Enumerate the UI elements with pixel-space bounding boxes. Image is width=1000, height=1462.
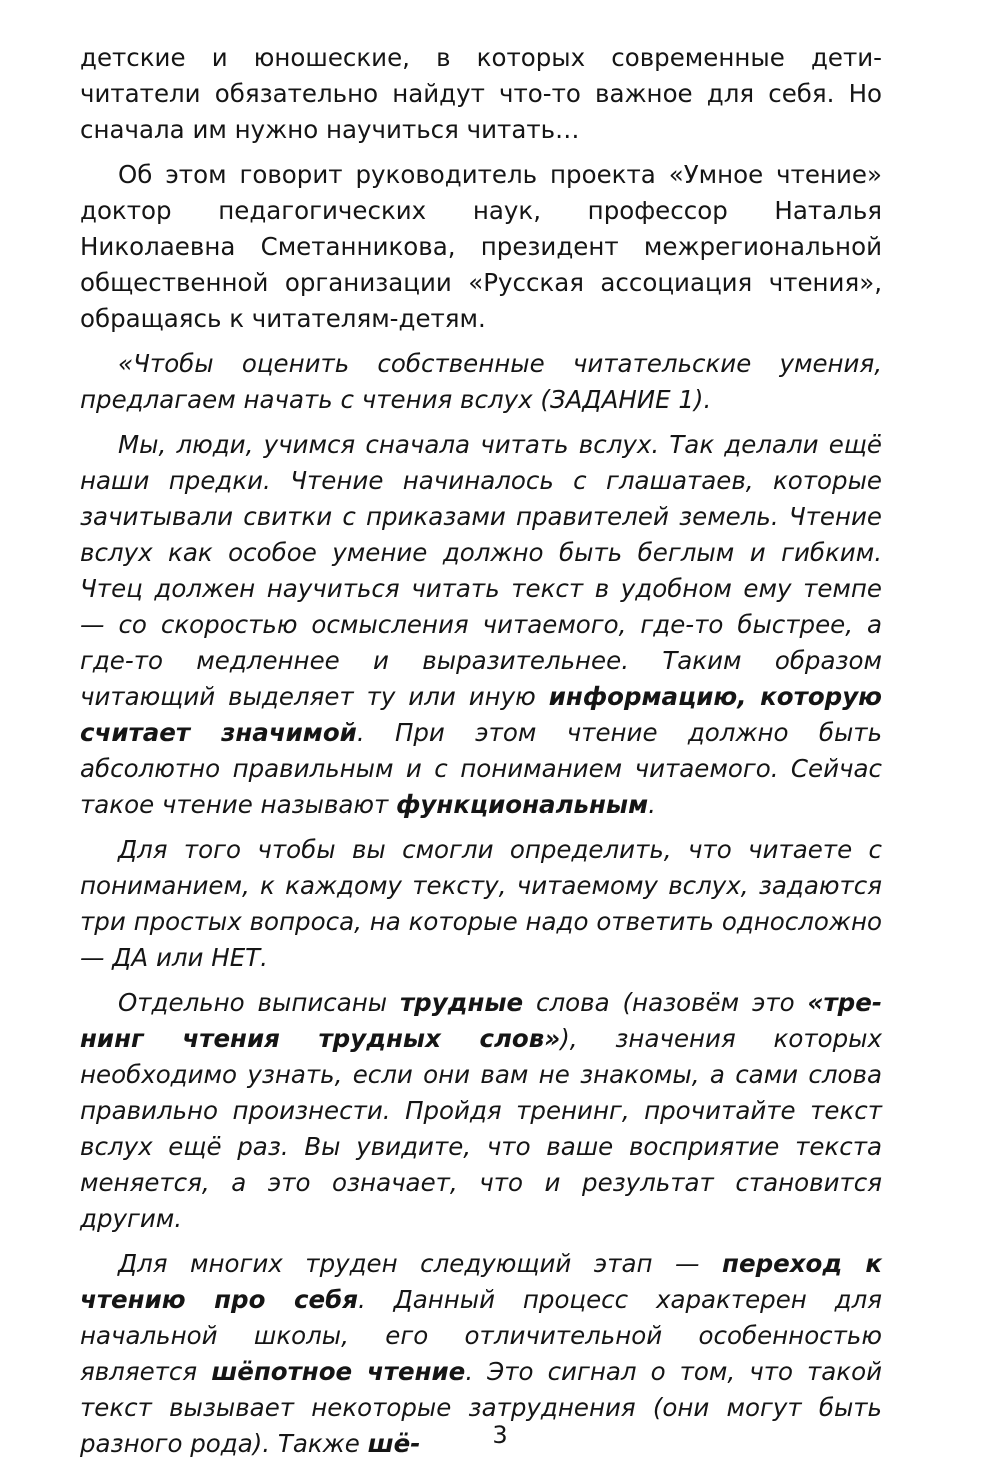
paragraph-6 xyxy=(80,985,882,1237)
bold-phrase: функциональным xyxy=(396,790,649,819)
text-run: слова (назовём это xyxy=(523,988,808,1017)
text-run: Для многих труден следующий этап — xyxy=(118,1249,723,1278)
paragraph-1 xyxy=(80,40,882,148)
text-run: . При этом чтение должно быть абсолютно правильным и с пониманием читаемого. Сейчас такое чтение называют xyxy=(80,718,883,819)
paragraph-4 xyxy=(80,427,882,823)
text-run: Отдельно выписаны xyxy=(118,988,400,1017)
text-run: . Данный процесс характерен для начальной школы, его отличительной особенностью является xyxy=(80,1285,882,1386)
page-body-text xyxy=(80,40,882,1462)
paragraph-2 xyxy=(80,157,882,337)
text-run: детские и юношеские, в которых современные дети-читатели обязательно найдут что-то важное для себя. Но сначала им нужно научиться читать… xyxy=(80,43,882,144)
text-run: Для того чтобы вы смогли определить, что читаете с пониманием, к каждому тексту, читаемому вслух, задаются три простых вопроса, на которые надо ответить односложно — ДА или НЕТ. xyxy=(80,835,882,972)
text-run: ), значения которых необходимо узнать, если они вам не знакомы, а сами слова правильно произнести. Пройдя тренинг, прочитайте текст вслух ещё раз. Вы увидите, что ваше восприятие текста меняется, а это означает, что и результат становится другим. xyxy=(80,1024,882,1233)
text-run: . xyxy=(648,790,656,819)
bold-phrase: переход к чтению про себя xyxy=(80,1249,883,1314)
bold-phrase: информацию, которую считает значимой xyxy=(80,682,882,747)
paragraph-5 xyxy=(80,832,882,976)
bold-phrase: шёпотное чтение xyxy=(211,1357,466,1386)
text-run: Об этом говорит руководитель проекта «Умное чтение» доктор педагогических наук, профессор Наталья Николаевна Сметанникова, президент межрегиональной общественной организации «Русская ассоциация чтения», обращаясь к читателям-детям. xyxy=(80,160,882,333)
text-run: Мы, люди, учимся сначала читать вслух. Так делали ещё наши предки. Чтение начиналось с глашатаев, которые зачитывали свитки с приказами правителей земель. Чтение вслух как особое умение должно быть беглым и гибким. Чтец должен научиться читать текст в удобном ему темпе — со скоростью осмысления читаемого, где-то быстрее, а где-то медленнее и выразительнее. Таким образом читающий выделяет ту или иную xyxy=(80,430,882,711)
paragraph-3 xyxy=(80,346,882,418)
bold-phrase: трудные xyxy=(399,988,524,1017)
text-run: . Это сигнал о том, что такой текст вызывает некоторые затруднения (они могут быть разного рода). Также xyxy=(80,1357,882,1458)
bold-phrase: «тренинг чтения трудных слов» xyxy=(80,988,882,1053)
bold-phrase: шё- xyxy=(367,1429,421,1458)
text-run: «Чтобы оценить собственные читательские умения, предлагаем начать с чтения вслух (ЗАДАНИЕ 1). xyxy=(80,349,882,414)
page-number: 3 xyxy=(492,1421,508,1449)
